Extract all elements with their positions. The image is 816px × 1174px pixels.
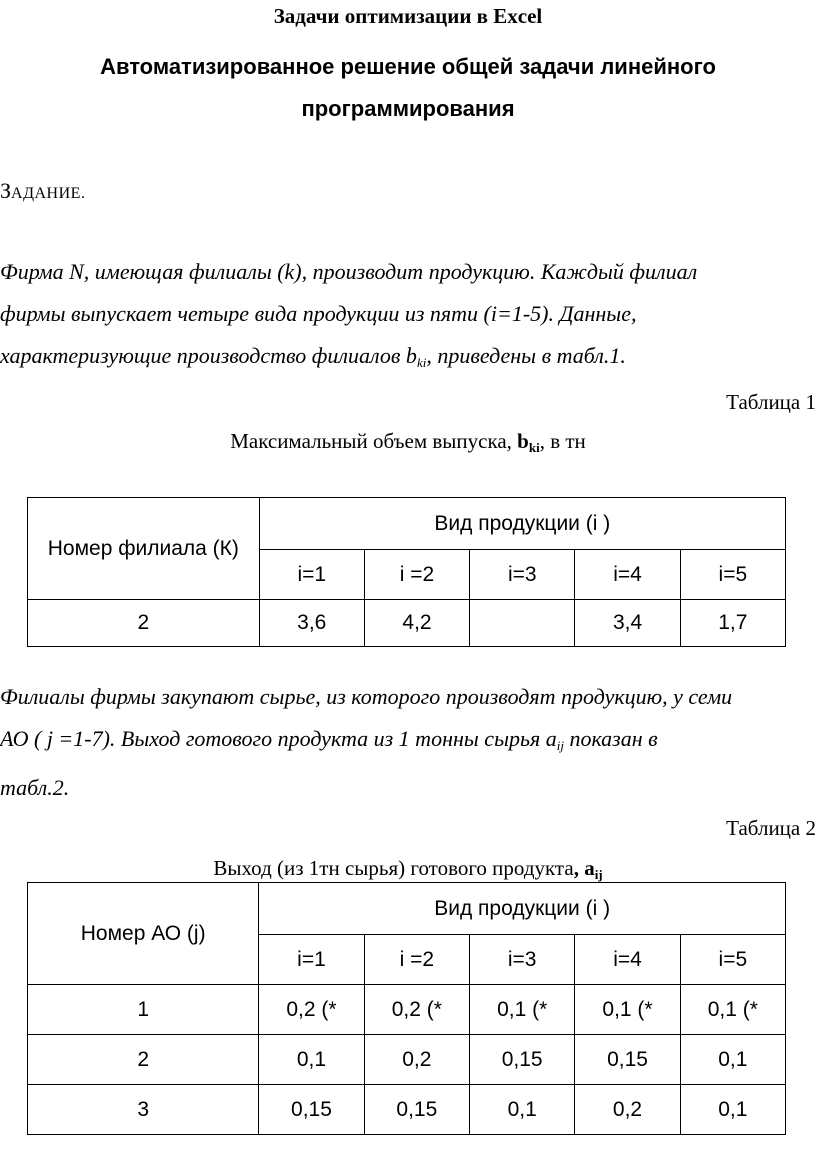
- table-2-label: Таблица 2: [726, 816, 816, 840]
- document-title: Задачи оптимизации в Excel: [273, 4, 543, 28]
- table-2: [27, 882, 786, 1135]
- table-cell: 0,15: [575, 1035, 680, 1085]
- table-2-row-id: 3: [28, 1085, 259, 1135]
- table-1-group-header: Вид продукции (i ): [259, 498, 785, 550]
- table-cell: 0,1 (*: [680, 985, 785, 1035]
- task-heading: [0, 178, 85, 204]
- table-1-label: Таблица 1: [726, 390, 816, 414]
- table-row: [28, 600, 786, 647]
- table-2-col-header: i =2: [364, 935, 469, 985]
- table-2-col-header: i=5: [680, 935, 785, 985]
- table-cell: 4,2: [364, 600, 469, 647]
- paragraph-2-line-2-tail: показан в: [563, 726, 658, 751]
- table-cell: 0,15: [470, 1035, 575, 1085]
- table-1-col-header: i =2: [364, 550, 469, 600]
- table-1-caption-sub: ki: [528, 440, 540, 455]
- table-row: [28, 985, 786, 1035]
- table-2-row-id: 1: [28, 985, 259, 1035]
- table-1-caption-text: Максимальный объем выпуска,: [230, 429, 518, 453]
- table-1-col-header: i=3: [470, 550, 575, 600]
- document-subtitle: [0, 46, 816, 130]
- table-cell: 1,7: [680, 600, 785, 647]
- table-cell: 0,1 (*: [470, 985, 575, 1035]
- table-1-row-header: Номер филиала (К): [28, 498, 260, 600]
- table-2-col-header: i=1: [259, 935, 364, 985]
- paragraph-2-line-1: Филиалы фирмы закупают сырье, из которого производят продукцию, у семи: [0, 684, 733, 709]
- paragraph-1-subscript: ki: [416, 355, 427, 370]
- table-row: [28, 1085, 786, 1135]
- table-cell: 0,1: [470, 1085, 575, 1135]
- paragraph-1-line-3: [0, 335, 816, 384]
- paragraph-1-line-3-text: характеризующие производство филиалов b: [0, 343, 417, 368]
- table-1-col-header: i=1: [259, 550, 364, 600]
- table-cell: 0,15: [259, 1085, 364, 1135]
- table-2-header-row: [28, 883, 786, 935]
- table-2-caption-sub: ij: [594, 867, 603, 882]
- table-2-row-id: 2: [28, 1035, 259, 1085]
- table-1-col-header: i=4: [575, 550, 680, 600]
- table-1-col-header: i=5: [680, 550, 785, 600]
- table-2-caption-var: a: [584, 856, 595, 880]
- table-cell: 0,2 (*: [364, 985, 469, 1035]
- table-2-caption: [0, 856, 816, 883]
- table-cell: 0,1: [680, 1035, 785, 1085]
- task-heading-initial: З: [0, 178, 12, 203]
- table-cell: 0,1: [259, 1035, 364, 1085]
- table-cell: 0,2 (*: [259, 985, 364, 1035]
- table-row: [28, 1035, 786, 1085]
- paragraph-2-subscript: ij: [556, 738, 564, 753]
- table-cell: 3,6: [259, 600, 364, 647]
- table-cell: 3,4: [575, 600, 680, 647]
- paragraph-1-line-1: Фирма N, имеющая филиалы (k), производит продукцию. Каждый филиал: [0, 259, 698, 284]
- paragraph-2: [0, 676, 816, 809]
- paragraph-1-line-2: фирмы выпускает четыре вида продукции из пяти (i=1-5). Данные,: [0, 301, 637, 326]
- subtitle-line-1: Автоматизированное решение общей задачи линейного: [100, 54, 716, 79]
- table-cell: [470, 600, 575, 647]
- subtitle-line-2: программирования: [301, 96, 515, 121]
- table-2-col-header: i=3: [470, 935, 575, 985]
- table-1: [27, 497, 786, 647]
- table-cell: 0,15: [364, 1085, 469, 1135]
- table-1-caption: [0, 429, 816, 456]
- table-2-col-header: i=4: [575, 935, 680, 985]
- table-2-caption-text: Выход (из 1тн сырья) готового продукта: [213, 856, 574, 880]
- paragraph-2-line-3: табл.2.: [0, 775, 70, 800]
- paragraph-2-line-2-text: АО ( j =1-7). Выход готового продукта из 1 тонны сырья a: [0, 726, 557, 751]
- table-2-caption-comma: ,: [573, 856, 585, 880]
- table-cell: 0,1: [680, 1085, 785, 1135]
- table-2-group-header: Вид продукции (i ): [259, 883, 786, 935]
- paragraph-1-line-3-tail: , приведены в табл.1.: [426, 343, 626, 368]
- task-heading-rest: АДАНИЕ.: [11, 185, 86, 202]
- table-1-caption-tail: , в тн: [539, 429, 586, 453]
- paragraph-1: [0, 251, 816, 384]
- table-1-row-id: 2: [28, 600, 260, 647]
- table-1-header-row: [28, 498, 786, 550]
- table-cell: 0,2: [364, 1035, 469, 1085]
- table-1-caption-var: b: [517, 429, 529, 453]
- table-cell: 0,1 (*: [575, 985, 680, 1035]
- table-cell: 0,2: [575, 1085, 680, 1135]
- table-2-row-header: Номер АО (j): [28, 883, 259, 985]
- paragraph-2-line-2: [0, 718, 816, 767]
